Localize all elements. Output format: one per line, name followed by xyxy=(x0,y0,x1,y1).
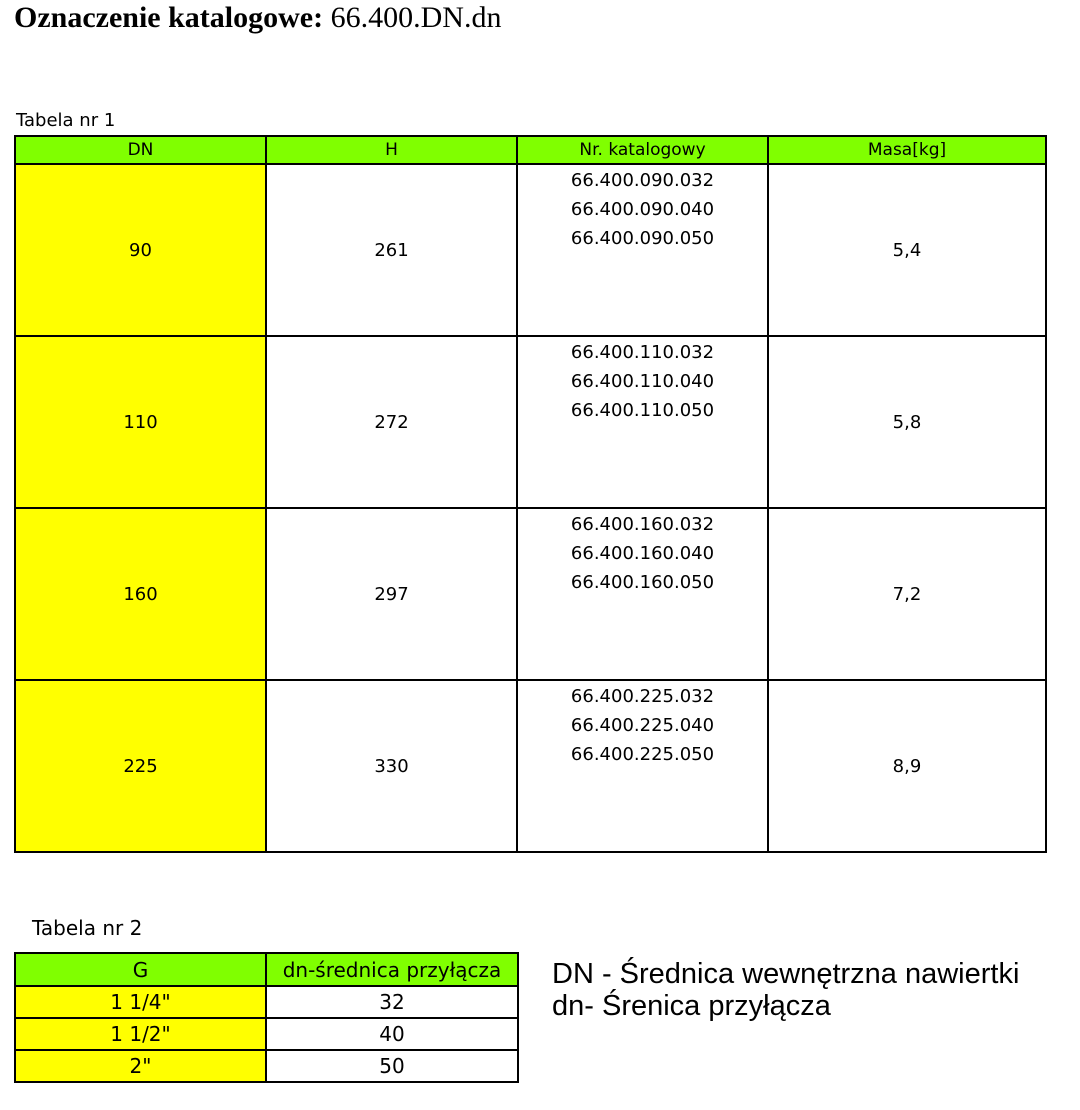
dn-cell: 225 xyxy=(15,680,266,852)
catalog-number-cell xyxy=(517,508,768,680)
table-row xyxy=(15,680,1046,852)
table-header-row xyxy=(15,953,518,986)
mass-cell: 5,8 xyxy=(768,336,1046,508)
h-cell: 261 xyxy=(266,164,517,336)
catalog-number: 66.400.090.032 xyxy=(570,170,715,191)
catalog-number-cell xyxy=(517,680,768,852)
connection-dn-cell: 32 xyxy=(266,986,518,1018)
title-value: 66.400.DN.dn xyxy=(330,1,502,34)
legend-line-dn: DN - Średnica wewnętrzna nawiertki xyxy=(552,958,1020,990)
dn-cell: 90 xyxy=(15,164,266,336)
column-header-catalog-number: Nr. katalogowy xyxy=(517,136,768,164)
catalog-number: 66.400.090.050 xyxy=(570,228,715,249)
legend xyxy=(552,958,1019,1022)
catalog-number: 66.400.110.050 xyxy=(570,400,715,421)
g-cell: 2" xyxy=(15,1050,266,1082)
mass-cell: 7,2 xyxy=(768,508,1046,680)
column-header-g: G xyxy=(15,953,266,986)
catalog-number: 66.400.160.040 xyxy=(570,543,715,564)
catalog-number: 66.400.090.040 xyxy=(570,199,715,220)
table1-caption: Tabela nr 1 xyxy=(16,110,116,131)
catalog-number: 66.400.225.040 xyxy=(570,715,715,736)
mass-cell: 5,4 xyxy=(768,164,1046,336)
mass-cell: 8,9 xyxy=(768,680,1046,852)
column-header-dn: DN xyxy=(15,136,266,164)
column-header-mass: Masa[kg] xyxy=(768,136,1046,164)
table-row xyxy=(15,164,1046,336)
title-label: Oznaczenie katalogowe: xyxy=(14,1,324,34)
connection-dn-cell: 40 xyxy=(266,1018,518,1050)
g-cell: 1 1/4" xyxy=(15,986,266,1018)
table-row xyxy=(15,1018,518,1050)
g-cell: 1 1/2" xyxy=(15,1018,266,1050)
page-title xyxy=(14,0,501,36)
catalog-number-cell xyxy=(517,336,768,508)
catalog-number: 66.400.160.032 xyxy=(570,514,715,535)
catalog-table xyxy=(14,135,1047,853)
catalog-number: 66.400.110.032 xyxy=(570,342,715,363)
catalog-number: 66.400.160.050 xyxy=(570,572,715,593)
column-header-connection-diameter: dn-średnica przyłącza xyxy=(266,953,518,986)
column-header-h: H xyxy=(266,136,517,164)
table-header-row xyxy=(15,136,1046,164)
h-cell: 297 xyxy=(266,508,517,680)
catalog-number: 66.400.225.032 xyxy=(570,686,715,707)
connection-table xyxy=(14,952,519,1083)
legend-line-dn-small: dn- Śrenica przyłącza xyxy=(552,990,831,1022)
table-row xyxy=(15,1050,518,1082)
h-cell: 330 xyxy=(266,680,517,852)
table-row xyxy=(15,986,518,1018)
dn-cell: 160 xyxy=(15,508,266,680)
h-cell: 272 xyxy=(266,336,517,508)
table2-caption: Tabela nr 2 xyxy=(32,916,143,940)
table-row xyxy=(15,508,1046,680)
dn-cell: 110 xyxy=(15,336,266,508)
catalog-number: 66.400.110.040 xyxy=(570,371,715,392)
catalog-number-cell xyxy=(517,164,768,336)
table-row xyxy=(15,336,1046,508)
connection-dn-cell: 50 xyxy=(266,1050,518,1082)
catalog-number: 66.400.225.050 xyxy=(570,744,715,765)
